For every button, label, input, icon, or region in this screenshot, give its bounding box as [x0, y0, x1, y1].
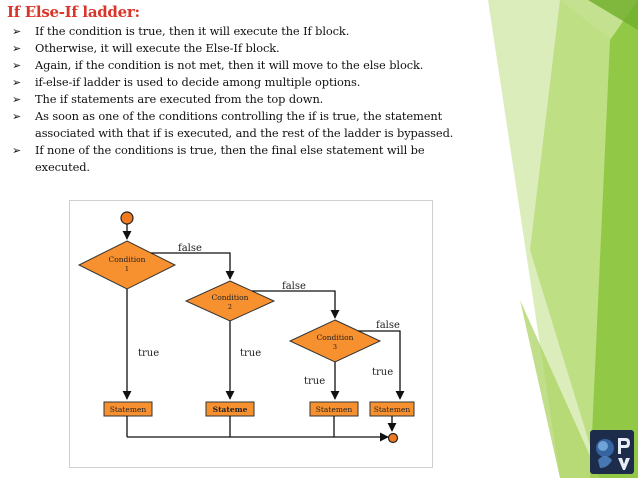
- arrow-bullet-icon: ➢: [12, 144, 22, 157]
- arrow-bullet-icon: ➢: [12, 59, 22, 72]
- bullet-text: If none of the conditions is true, then the final else statement will be executed.: [35, 143, 425, 174]
- arrow-bullet-icon: ➢: [12, 42, 22, 55]
- bullet-item: [9, 57, 479, 74]
- bullet-item: [9, 23, 479, 40]
- arrow-bullet-icon: ➢: [12, 93, 22, 106]
- condition-2-number: 2: [227, 303, 233, 311]
- bullet-item: [9, 74, 479, 91]
- bullet-text: Again, if the condition is not met, then it will move to the else block.: [35, 58, 424, 72]
- true-label-2: true: [240, 348, 262, 359]
- false-label-1: false: [178, 243, 202, 254]
- flowchart-svg: [70, 201, 432, 467]
- end-terminal: [389, 434, 398, 443]
- true-label-4: true: [372, 367, 394, 378]
- bullet-list: [9, 23, 479, 176]
- bullet-text: If the condition is true, then it will execute the If block.: [35, 24, 350, 38]
- statement-label-2: Stateme: [212, 405, 248, 414]
- bullet-text: The if statements are executed from the top down.: [35, 92, 324, 106]
- false-label-2: false: [282, 281, 306, 292]
- statement-label-3: Statemen: [315, 405, 353, 414]
- bullet-item: [9, 108, 479, 142]
- arrow-bullet-icon: ➢: [12, 110, 22, 123]
- start-terminal: [121, 212, 133, 224]
- condition-3-label: Condition: [316, 333, 354, 342]
- bullet-text: if-else-if ladder is used to decide among multiple options.: [35, 75, 361, 89]
- publisher-logo-icon: [590, 430, 634, 474]
- true-label-3: true: [304, 376, 326, 387]
- condition-1-label: Condition: [108, 255, 146, 264]
- statement-label-1: Statemen: [109, 405, 147, 414]
- bullet-text: Otherwise, it will execute the Else-If block.: [35, 41, 280, 55]
- arrow-bullet-icon: ➢: [12, 25, 22, 38]
- arrow-bullet-icon: ➢: [12, 76, 22, 89]
- condition-1-number: 1: [124, 265, 130, 273]
- true-label-1: true: [138, 348, 160, 359]
- condition-3-number: 3: [332, 343, 338, 351]
- statement-label-4: Statemen: [373, 405, 411, 414]
- bullet-item: [9, 142, 479, 176]
- bullet-text: As soon as one of the conditions controlling the if is true, the statement associated with that if is executed, and the rest of the ladder is bypassed.: [35, 109, 454, 140]
- bullet-item: [9, 91, 479, 108]
- condition-2-label: Condition: [211, 293, 249, 302]
- bullet-item: [9, 40, 479, 57]
- false-label-3: false: [376, 320, 400, 331]
- slide-title: If Else-If ladder:: [7, 3, 140, 21]
- flowchart-figure: [69, 200, 433, 468]
